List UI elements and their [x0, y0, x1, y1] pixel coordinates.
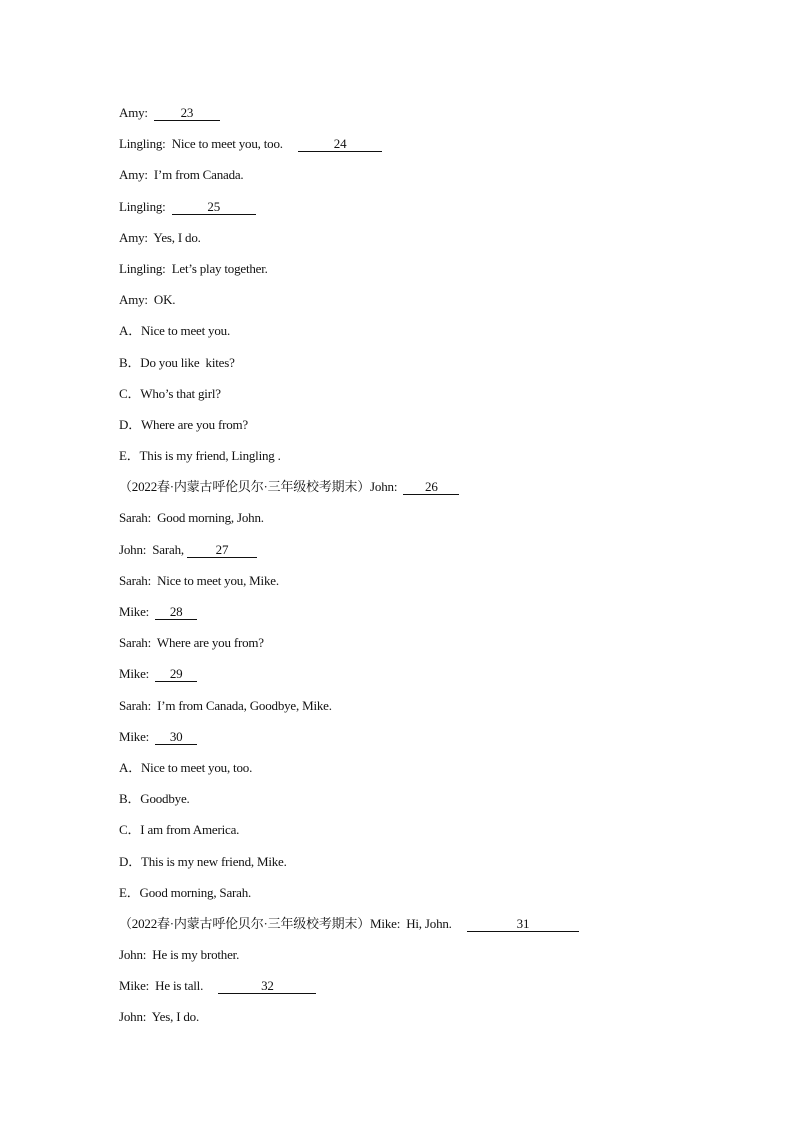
text-line — [119, 476, 719, 507]
text-line — [119, 913, 719, 944]
text-line — [119, 695, 719, 726]
answer-blank: 29 — [155, 667, 197, 682]
line-text: John: Sarah, — [119, 541, 187, 557]
answer-blank: 24 — [298, 137, 382, 152]
text-line — [119, 164, 719, 195]
line-text: Mike: He is tall. — [119, 978, 219, 994]
text-line — [119, 320, 719, 351]
line-text: C．Who’s that girl? — [119, 385, 221, 401]
line-text: Amy: OK. — [119, 292, 176, 308]
line-text: Mike: — [119, 604, 156, 619]
text-line — [119, 944, 719, 975]
text-line — [119, 851, 719, 882]
answer-blank: 30 — [155, 730, 197, 745]
line-text: Amy: Yes, I do. — [119, 229, 201, 245]
text-line — [119, 507, 719, 538]
answer-blank: 25 — [172, 200, 256, 215]
answer-blank: 28 — [155, 605, 197, 620]
text-line — [119, 445, 719, 476]
line-text: Amy: — [119, 105, 154, 120]
text-line — [119, 819, 719, 850]
line-text: Mike: — [119, 666, 156, 682]
answer-blank: 26 — [403, 480, 459, 495]
line-text: E．This is my friend, Lingling . — [119, 448, 281, 464]
line-text: Lingling: Let’s play together. — [119, 260, 268, 276]
text-line — [119, 788, 719, 819]
text-line — [119, 414, 719, 445]
text-line — [119, 601, 719, 632]
text-line — [119, 102, 719, 133]
line-text: Sarah: Good morning, John. — [119, 510, 264, 526]
text-line — [119, 757, 719, 788]
answer-blank: 31 — [467, 917, 579, 932]
answer-blank: 32 — [218, 979, 316, 994]
text-line — [119, 975, 719, 1006]
text-line — [119, 289, 719, 320]
line-text: Amy: I’m from Canada. — [119, 167, 244, 183]
text-line — [119, 258, 719, 289]
line-text: Lingling: Nice to meet you, too. — [119, 136, 299, 152]
line-text: A．Nice to meet you. — [119, 323, 231, 339]
line-text: B．Goodbye. — [119, 791, 190, 807]
line-text: Lingling: — [119, 198, 172, 214]
line-text: John: Yes, I do. — [119, 1009, 200, 1025]
line-text: Sarah: Nice to meet you, Mike. — [119, 572, 279, 588]
text-line — [119, 632, 719, 663]
text-line — [119, 570, 719, 601]
line-text: Sarah: Where are you from? — [119, 635, 264, 651]
line-text: John: He is my brother. — [119, 947, 240, 963]
answer-blank: 27 — [187, 543, 257, 558]
line-text: Mike: — [119, 728, 156, 744]
text-line — [119, 663, 719, 694]
line-text: （2022春·内蒙古呼伦贝尔·三年级校考期末）Mike: Hi, John. — [119, 915, 467, 931]
text-line — [119, 1006, 719, 1037]
text-line — [119, 882, 719, 913]
line-text: C．I am from America. — [119, 822, 240, 838]
line-text: Sarah: I’m from Canada, Goodbye, Mike. — [119, 697, 332, 713]
text-line — [119, 352, 719, 383]
text-line — [119, 227, 719, 258]
dialogue-exercise — [119, 102, 719, 1038]
text-line — [119, 196, 719, 227]
line-text: （2022春·内蒙古呼伦贝尔·三年级校考期末）John: — [119, 479, 404, 495]
answer-blank: 23 — [154, 106, 220, 121]
text-line — [119, 133, 719, 164]
line-text: E．Good morning, Sarah. — [119, 884, 252, 900]
line-text: D．This is my new friend, Mike. — [119, 853, 287, 869]
text-line — [119, 726, 719, 757]
line-text: A．Nice to meet you, too. — [119, 759, 253, 775]
text-line — [119, 539, 719, 570]
line-text: B．Do you like kites? — [119, 354, 235, 370]
line-text: D．Where are you from? — [119, 416, 248, 432]
text-line — [119, 383, 719, 414]
